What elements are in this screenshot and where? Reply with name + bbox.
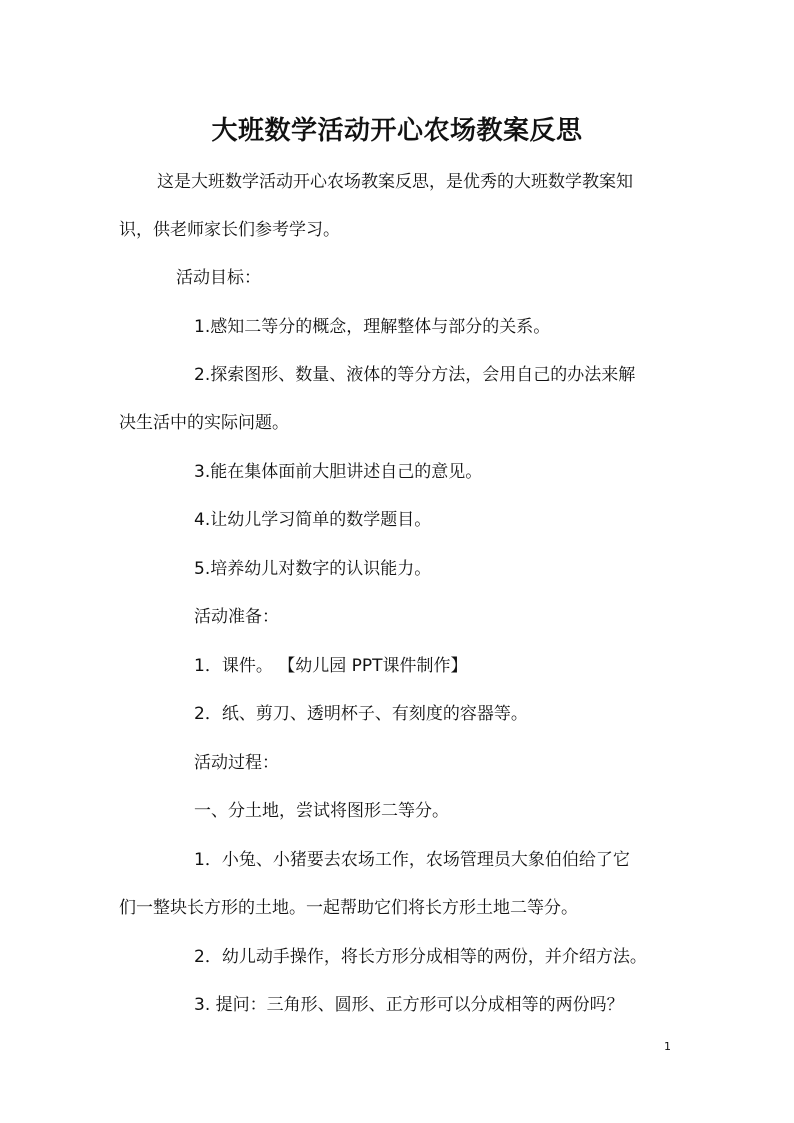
goal-item-5: 5.培养幼儿对数字的认识能力。 — [194, 559, 432, 579]
process-item-1-line-2: 们一整块长方形的土地。一起帮助它们将长方形土地二等分。 — [119, 898, 578, 918]
page-number: 1 — [664, 1040, 671, 1053]
section-heading-goals: 活动目标： — [176, 268, 261, 288]
preparation-item-2: 2．纸、剪刀、透明杯子、有刻度的容器等。 — [194, 704, 528, 724]
goal-item-4: 4.让幼儿学习简单的数学题目。 — [194, 510, 432, 530]
goal-item-2-line-2: 决生活中的实际问题。 — [119, 413, 289, 433]
paragraph-intro-line-2: 识，供老师家长们参考学习。 — [119, 220, 340, 240]
section-heading-preparation: 活动准备： — [194, 607, 279, 627]
process-item-1-line-1: 1．小兔、小猪要去农场工作，农场管理员大象伯伯给了它 — [194, 850, 630, 870]
section-heading-process: 活动过程： — [194, 753, 279, 773]
goal-item-1: 1.感知二等分的概念，理解整体与部分的关系。 — [194, 317, 551, 337]
process-item-3: 3. 提问：三角形、圆形、正方形可以分成相等的两份吗？ — [194, 995, 624, 1015]
process-item-2: 2．幼儿动手操作，将长方形分成相等的两份，并介绍方法。 — [194, 947, 647, 967]
paragraph-intro-line-1: 这是大班数学活动开心农场教案反思，是优秀的大班数学教案知 — [157, 172, 633, 192]
document-title: 大班数学活动开心农场教案反思 — [211, 116, 583, 147]
process-subheading-1: 一、分土地，尝试将图形二等分。 — [194, 801, 449, 821]
goal-item-3: 3.能在集体面前大胆讲述自己的意见。 — [194, 462, 483, 482]
preparation-item-1: 1．课件。 【幼儿园 PPT课件制作】 — [194, 656, 468, 676]
goal-item-2-line-1: 2.探索图形、数量、液体的等分方法，会用自己的办法来解 — [194, 365, 636, 385]
